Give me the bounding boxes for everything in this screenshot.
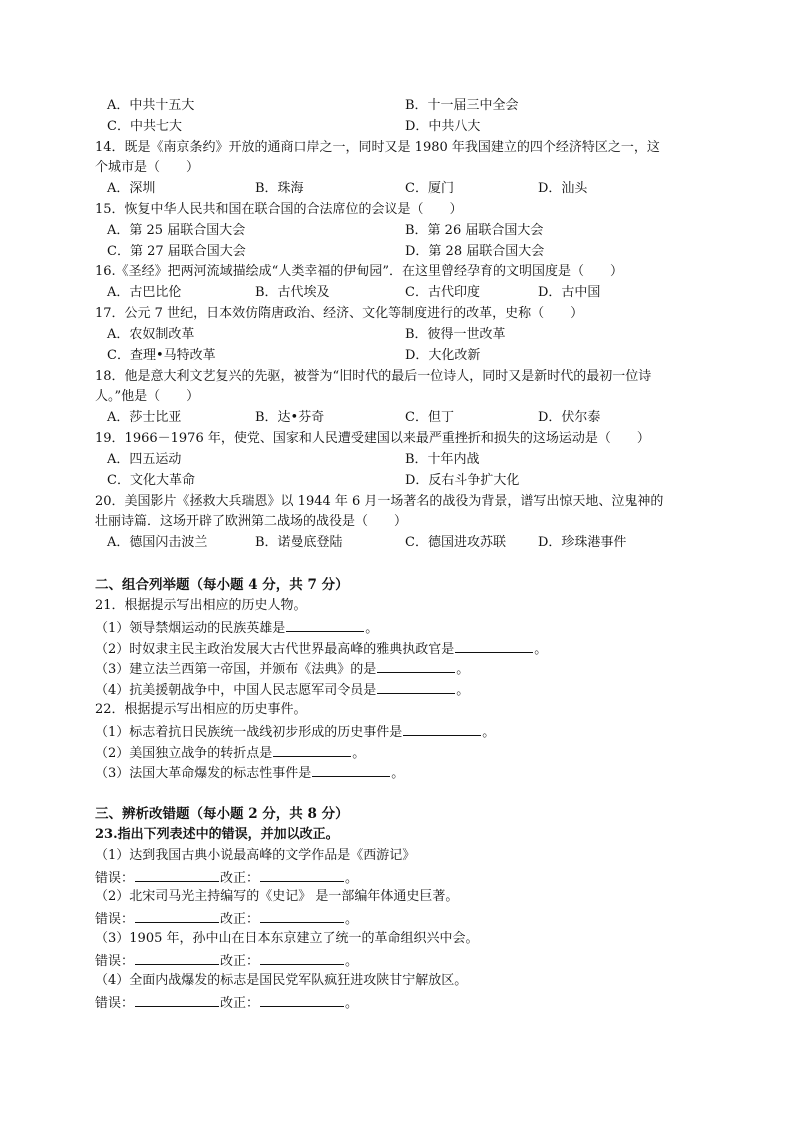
correction-blank[interactable] [260,868,344,882]
q13-option-b: B．十一届三中全会 [405,98,519,113]
q16-option-d: D．古中国 [538,285,601,300]
q23-answer-row-3: 错误： 改正： 。 [95,951,358,971]
q13-option-d: D．中共八大 [405,119,481,134]
q16-option-c: C．古代印度 [405,285,480,300]
q21-item-4: （4）抗美援朝战争中，中国人民志愿军司令员是 。 [95,680,469,700]
q13-option-a: A．中共十五大 [107,98,195,113]
answer-blank[interactable] [377,680,455,694]
q14-option-b: B．珠海 [255,181,304,196]
q20-option-b: B．诺曼底登陆 [255,535,343,550]
q18-option-c: C．但丁 [405,410,454,425]
q23-item-3: （3）1905 年，孙中山在日本东京建立了统一的革命组织兴中会。 [95,931,479,946]
q22-stem: 22．根据提示写出相应的历史事件。 [95,702,307,717]
q23-item-4: （4）全面内战爆发的标志是国民党军队疯狂进攻陕甘宁解放区。 [95,973,468,988]
q18-option-d: D．伏尔泰 [538,410,601,425]
q18-stem-line1: 18．他是意大利文艺复兴的先驱，被誉为“旧时代的最后一位诗人，同时又是新时代的最初一位诗 [95,369,652,384]
q17-option-b: B．彼得一世改革 [405,327,506,342]
q20-option-a: A．德国闪击波兰 [107,535,208,550]
q17-option-a: A．农奴制改革 [107,327,195,342]
q15-option-c: C．第 27 届联合国大会 [107,244,246,259]
correction-blank[interactable] [260,993,344,1007]
q14-stem-line1: 14．既是《南京条约》开放的通商口岸之一，同时又是 1980 年我国建立的四个经济特区之一，这 [95,140,660,155]
q21-item-1: （1）领导禁烟运动的民族英雄是 。 [95,618,378,638]
q21-item-2: （2）时奴隶主民主政治发展大古代世界最高峰的雅典执政官是 。 [95,639,547,659]
q21-stem: 21．根据提示写出相应的历史人物。 [95,598,307,613]
q14-option-a: A．深圳 [107,181,156,196]
section3-heading: 三、辨析改错题（每小题 2 分，共 8 分） [95,806,349,822]
error-blank[interactable] [135,868,219,882]
q18-stem-line2: 人。”他是（ ） [95,389,200,404]
q19-option-c: C．文化大革命 [107,473,195,488]
answer-blank[interactable] [273,743,351,757]
answer-blank[interactable] [312,763,390,777]
q20-stem-line2: 壮丽诗篇．这场开辟了欧洲第二战场的战役是（ ） [95,514,408,529]
q23-item-1: （1）达到我国古典小说最高峰的文学作品是《西游记》 [95,848,416,863]
error-blank[interactable] [135,909,219,923]
q19-stem: 19．1966－1976 年，使党、国家和人民遭受建国以来最严重挫折和损失的这场运动是（ ） [95,431,650,446]
q16-stem: 16.《圣经》把两河流域描绘成“人类幸福的伊甸园”．在这里曾经孕育的文明国度是（ ） [95,264,623,279]
q23-stem: 23.指出下列表述中的错误，并加以改正。 [95,827,339,842]
q23-answer-row-4: 错误： 改正： 。 [95,993,358,1013]
q15-stem: 15．恢复中华人民共和国在联合国的合法席位的会议是（ ） [95,202,463,217]
q22-item-3: （3）法国大革命爆发的标志性事件是 。 [95,763,404,783]
q23-item-2: （2）北宋司马光主持编写的《史记》 是一部编年体通史巨著。 [95,889,459,904]
q16-option-a: A．古巴比伦 [107,285,182,300]
q15-option-d: D．第 28 届联合国大会 [405,244,545,259]
q14-option-d: D．汕头 [538,181,588,196]
answer-blank[interactable] [455,639,533,653]
q18-option-b: B．达•芬奇 [255,410,325,425]
answer-blank[interactable] [286,618,364,632]
q21-item-3: （3）建立法兰西第一帝国，并颁布《法典》的是 。 [95,659,469,679]
q14-option-c: C．厦门 [405,181,454,196]
q18-option-a: A．莎士比亚 [107,410,182,425]
q22-item-1: （1）标志着抗日民族统一战线初步形成的历史事件是 。 [95,722,495,742]
q14-stem-line2: 个城市是（ ） [95,160,200,175]
q17-stem: 17．公元 7 世纪，日本效仿隋唐政治、经济、文化等制度进行的改革，史称（ ） [95,306,584,321]
q19-option-b: B．十年内战 [405,452,480,467]
error-blank[interactable] [135,951,219,965]
answer-blank[interactable] [377,659,455,673]
q16-option-b: B．古代埃及 [255,285,330,300]
q17-option-d: D．大化改新 [405,348,481,363]
q13-option-c: C．中共七大 [107,119,182,134]
q20-option-d: D．珍珠港事件 [538,535,627,550]
q19-option-a: A．四五运动 [107,452,182,467]
q20-stem-line1: 20．美国影片《拯救大兵瑞恩》以 1944 年 6 月一场著名的战役为背景，谱写出惊天地、泣鬼神的 [95,494,664,509]
q17-option-c: C．查理•马特改革 [107,348,216,363]
answer-blank[interactable] [403,722,481,736]
q23-answer-row-1: 错误： 改正： 。 [95,868,358,888]
q15-option-a: A．第 25 届联合国大会 [107,223,246,238]
q15-option-b: B．第 26 届联合国大会 [405,223,544,238]
correction-blank[interactable] [260,909,344,923]
error-blank[interactable] [135,993,219,1007]
q20-option-c: C．德国进攻苏联 [405,535,506,550]
correction-blank[interactable] [260,951,344,965]
q23-answer-row-2: 错误： 改正： 。 [95,909,358,929]
q22-item-2: （2）美国独立战争的转折点是 。 [95,743,365,763]
section2-heading: 二、组合列举题（每小题 4 分，共 7 分） [95,577,349,593]
q19-option-d: D．反右斗争扩大化 [405,473,520,488]
